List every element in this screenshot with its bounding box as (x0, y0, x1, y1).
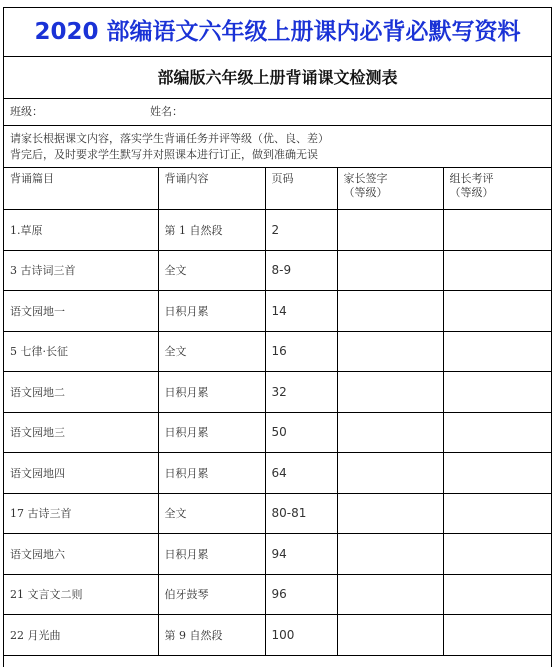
table-row (4, 210, 551, 251)
row-item: 21 文言文二则 (4, 574, 158, 615)
banner-title (4, 8, 551, 57)
checklist-sheet (3, 7, 552, 667)
row-content: 伯牙鼓琴 (158, 574, 265, 615)
row-item: 22 月光曲 (4, 615, 158, 656)
row-parent-sign[interactable] (337, 250, 443, 291)
table-row (4, 534, 551, 575)
table-row (4, 574, 551, 615)
header-parent-grade: （等级） (343, 186, 388, 199)
row-parent-sign[interactable] (337, 331, 443, 372)
table-row (4, 615, 551, 656)
row-content: 日积月累 (158, 412, 265, 453)
row-page: 94 (265, 534, 337, 575)
table-row (4, 493, 551, 534)
row-page: 16 (265, 331, 337, 372)
banner-year: 2020 (34, 19, 99, 45)
row-parent-sign[interactable] (337, 615, 443, 656)
row-page: 14 (265, 291, 337, 332)
row-leader-review[interactable] (443, 210, 551, 251)
table-header-row (4, 168, 551, 210)
row-parent-sign[interactable] (337, 493, 443, 534)
row-content: 第 9 自然段 (158, 615, 265, 656)
row-leader-review[interactable] (443, 574, 551, 615)
row-leader-review[interactable] (443, 493, 551, 534)
header-item: 背诵篇目 (4, 168, 158, 210)
row-item: 3 古诗词三首 (4, 250, 158, 291)
row-page: 8-9 (265, 250, 337, 291)
class-label: 班级： (10, 105, 43, 118)
row-parent-sign[interactable] (337, 453, 443, 494)
header-parent-sign (337, 168, 443, 210)
table-row (4, 331, 551, 372)
table-row (4, 453, 551, 494)
row-leader-review[interactable] (443, 412, 551, 453)
instruction-line-2: 背完后，及时要求学生默写并对照课本进行订正，做到准确无误 (10, 148, 318, 161)
table-row (4, 250, 551, 291)
table-row (4, 372, 551, 413)
row-leader-review[interactable] (443, 453, 551, 494)
row-content: 全文 (158, 250, 265, 291)
header-leader-review (443, 168, 551, 210)
row-parent-sign[interactable] (337, 210, 443, 251)
table-row (4, 412, 551, 453)
row-item: 语文园地六 (4, 534, 158, 575)
row-item: 语文园地三 (4, 412, 158, 453)
row-item: 1.草原 (4, 210, 158, 251)
row-item: 语文园地一 (4, 291, 158, 332)
row-content: 日积月累 (158, 453, 265, 494)
instruction-note (4, 126, 551, 168)
row-leader-review[interactable] (443, 291, 551, 332)
row-parent-sign[interactable] (337, 574, 443, 615)
row-page: 100 (265, 615, 337, 656)
student-info-row (4, 99, 551, 126)
row-item: 5 七律·长征 (4, 331, 158, 372)
header-leader-grade: （等级） (449, 186, 494, 199)
row-item: 17 古诗三首 (4, 493, 158, 534)
row-page: 80-81 (265, 493, 337, 534)
row-page: 2 (265, 210, 337, 251)
instruction-line-1: 请家长根据课文内容，落实学生背诵任务并评等级（优、良、差） (10, 132, 329, 145)
row-parent-sign[interactable] (337, 412, 443, 453)
row-content: 全文 (158, 331, 265, 372)
form-title: 部编版六年级上册背诵课文检测表 (4, 57, 551, 99)
header-parent-label: 家长签字 (343, 172, 388, 185)
row-leader-review[interactable] (443, 331, 551, 372)
row-parent-sign[interactable] (337, 372, 443, 413)
row-content: 日积月累 (158, 372, 265, 413)
row-parent-sign[interactable] (337, 291, 443, 332)
banner-text: 部编语文六年级上册课内必背必默写资料 (106, 19, 521, 45)
row-item: 语文园地四 (4, 453, 158, 494)
row-content: 日积月累 (158, 534, 265, 575)
row-content: 全文 (158, 493, 265, 534)
row-page: 64 (265, 453, 337, 494)
header-page: 页码 (265, 168, 337, 210)
row-parent-sign[interactable] (337, 534, 443, 575)
row-leader-review[interactable] (443, 615, 551, 656)
row-page: 96 (265, 574, 337, 615)
table-row (4, 291, 551, 332)
row-leader-review[interactable] (443, 250, 551, 291)
header-content: 背诵内容 (158, 168, 265, 210)
row-leader-review[interactable] (443, 534, 551, 575)
row-content: 第 1 自然段 (158, 210, 265, 251)
name-label: 姓名： (150, 105, 183, 118)
row-content: 日积月累 (158, 291, 265, 332)
header-leader-label: 组长考评 (449, 172, 494, 185)
row-page: 32 (265, 372, 337, 413)
row-page: 50 (265, 412, 337, 453)
recitation-table (4, 168, 551, 656)
row-leader-review[interactable] (443, 372, 551, 413)
row-item: 语文园地二 (4, 372, 158, 413)
